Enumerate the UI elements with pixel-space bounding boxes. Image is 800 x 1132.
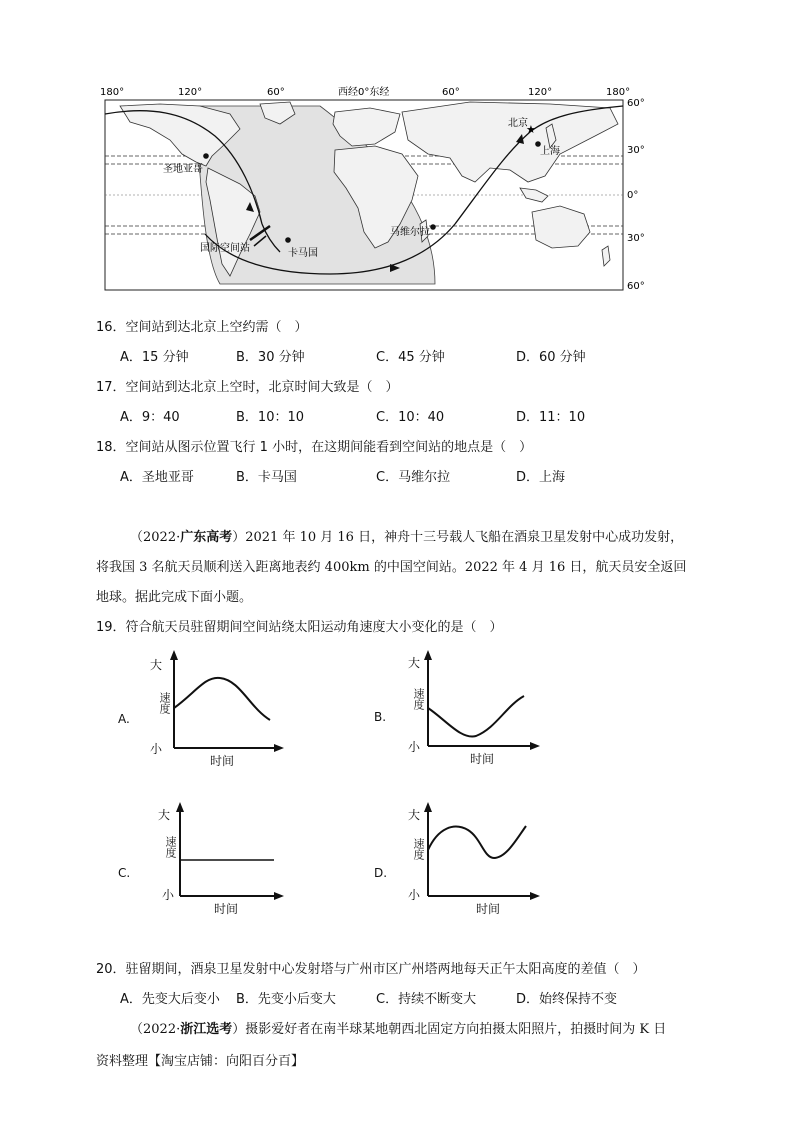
map-top-label: 西经0°东经: [338, 87, 390, 98]
graph-a-big-label: 大: [150, 658, 163, 672]
world-map-svg: [90, 84, 650, 296]
question-20-stem: 20．驻留期间，酒泉卫星发射中心发射塔与广州市区广州塔两地每天正午太阳高度的差值（ ）: [96, 962, 646, 977]
passage-source: 广东高考: [180, 530, 233, 545]
graph-c-svg: [110, 800, 290, 922]
next-passage-line: [130, 1018, 666, 1037]
map-top-label: 120°: [178, 87, 203, 98]
graph-b-big-label: 大: [408, 656, 421, 670]
graph-a-ylabel: 速度: [158, 692, 171, 714]
q20-option-c[interactable]: C．持续不断变大: [376, 992, 477, 1007]
map-top-label: 180°: [606, 87, 631, 98]
graph-d-svg: [366, 800, 546, 922]
graph-c-xlabel: 时间: [214, 902, 239, 916]
graph-option-d[interactable]: [366, 800, 546, 922]
q20-option-a[interactable]: A．先变大后变小: [120, 992, 220, 1007]
graph-d-xlabel: 时间: [476, 902, 501, 916]
q17-option-b[interactable]: B．10：10: [236, 410, 305, 425]
q20-option-d[interactable]: D．始终保持不变: [516, 992, 618, 1007]
graph-option-a[interactable]: [110, 648, 290, 770]
q16-option-b[interactable]: B．30 分钟: [236, 350, 305, 365]
q18-option-b[interactable]: B．卡马国: [236, 470, 297, 485]
question-17-stem: 17．空间站到达北京上空时，北京时间大致是（ ）: [96, 380, 399, 395]
graph-d-option-label: D.: [374, 866, 388, 880]
lat-label: 60°: [627, 98, 645, 109]
map-label-beijing: 北京: [508, 118, 528, 129]
graph-d-ylabel: 速度: [412, 838, 425, 860]
graph-a-small-label: 小: [150, 742, 163, 756]
graph-b-xlabel: 时间: [470, 752, 495, 766]
graph-option-b[interactable]: [366, 648, 546, 770]
passage-line-2: 将我国 3 名航天员顺利送入距离地表约 400km 的中国空间站。2022 年 4 月 16 日，航天员安全返回: [96, 560, 687, 575]
map-top-label: 120°: [528, 87, 553, 98]
world-map-figure: [90, 84, 650, 296]
map-top-label: 180°: [100, 87, 125, 98]
q16-option-d[interactable]: D．60 分钟: [516, 350, 586, 365]
graph-c-big-label: 大: [158, 808, 171, 822]
graph-a-xlabel: 时间: [210, 754, 235, 768]
graph-b-svg: [366, 648, 546, 770]
graph-c-small-label: 小: [162, 888, 175, 902]
footer-note: 资料整理【淘宝店铺：向阳百分百】: [96, 1054, 305, 1069]
beijing-star-icon: ★: [526, 123, 536, 136]
next-source: 浙江选考: [180, 1022, 233, 1037]
graph-a-svg: [110, 648, 290, 770]
graph-d-small-label: 小: [408, 888, 421, 902]
question-19-stem-text: 19．符合航天员驻留期间空间站绕太阳运动角速度大小变化的是（ ）: [96, 620, 503, 635]
santiago-dot: [203, 153, 209, 159]
map-top-label: 60°: [267, 87, 285, 98]
q17-option-d[interactable]: D．11：10: [516, 410, 586, 425]
passage-line-3: 地球。据此完成下面小题。: [96, 590, 253, 605]
graph-b-option-label: B.: [374, 710, 387, 724]
q17-option-a[interactable]: A．9：40: [120, 410, 180, 425]
q18-option-c[interactable]: C．马维尔拉: [376, 470, 451, 485]
question-18-stem: 18．空间站从图示位置飞行 1 小时，在这期间能看到空间站的地点是（ ）: [96, 440, 533, 455]
graph-option-c[interactable]: [110, 800, 290, 922]
q18-option-d[interactable]: D．上海: [516, 470, 566, 485]
q16-option-c[interactable]: C．45 分钟: [376, 350, 445, 365]
passage-source-prefix: （2022·: [130, 530, 181, 545]
graph-c-ylabel: 速度: [164, 836, 177, 858]
maputo-dot: [430, 224, 436, 230]
graph-b-ylabel: 速度: [412, 688, 425, 710]
q17-option-c[interactable]: C．10：40: [376, 410, 445, 425]
map-top-label: 60°: [442, 87, 460, 98]
next-passage-text: ）摄影爱好者在南半球某地朝西北固定方向拍摄太阳照片，拍摄时间为 K 日: [232, 1022, 667, 1037]
graph-d-big-label: 大: [408, 808, 421, 822]
map-label-camaguey: 卡马国: [288, 248, 318, 259]
passage-line-1: [130, 526, 683, 545]
q20-option-b[interactable]: B．先变小后变大: [236, 992, 336, 1007]
graph-a-option-label: A.: [118, 712, 130, 726]
graph-b-small-label: 小: [408, 740, 421, 754]
graph-c-option-label: C.: [118, 866, 131, 880]
lat-label: 60°: [627, 281, 645, 292]
lat-label: 30°: [627, 145, 645, 156]
lat-label: 0°: [627, 190, 639, 201]
q16-option-a[interactable]: A．15 分钟: [120, 350, 189, 365]
camaguey-dot: [285, 237, 291, 243]
map-label-iss: 国际空间站: [200, 243, 250, 254]
q18-option-a[interactable]: A．圣地亚哥: [120, 470, 194, 485]
map-label-maputo: 马维尔拉: [390, 227, 430, 238]
lat-label: 30°: [627, 233, 645, 244]
question-16-stem: 16．空间站到达北京上空约需（ ）: [96, 320, 308, 335]
map-label-santiago: 圣地亚哥: [163, 164, 203, 175]
passage-line-1-text: ）2021 年 10 月 16 日，神舟十三号载人飞船在酒泉卫星发射中心成功发射，: [232, 530, 684, 545]
map-label-shanghai: 上海: [540, 146, 560, 157]
next-source-prefix: （2022·: [130, 1022, 181, 1037]
